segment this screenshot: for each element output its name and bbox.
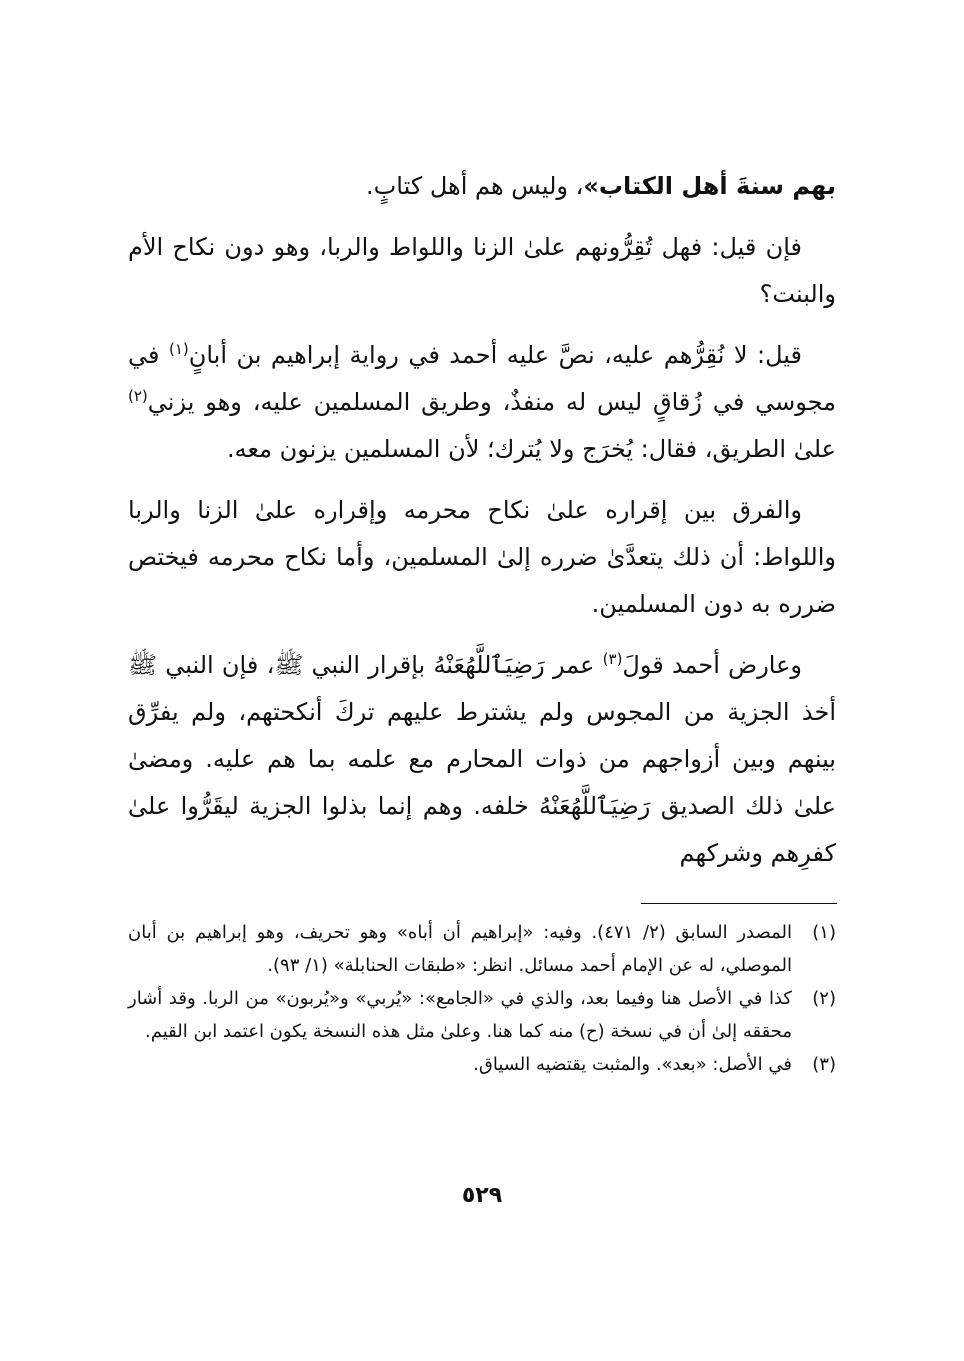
footnotes bbox=[128, 916, 836, 1081]
paragraph-5-text-b: عمر رَضِيَٱللَّهُعَنْهُ بإقرار النبي ﷺ، فإن النبي ﷺ أخذ الجزية من المجوس ولم يشترط عليهم تركَ أنكحتهم، ولم يفرِّق بينهم وبين أزواجهم من ذوات المحارم مع علمه بما هم عليه. ومضىٰ علىٰ ذلك الصديق رَضِيَٱللَّهُعَنْهُ خلفه. وهم إنما بذلوا الجزية ليقَرُّوا علىٰ كفرِهم وشركهم bbox=[128, 651, 836, 867]
footnote-ref-1[interactable]: (١) bbox=[168, 340, 189, 358]
bold-lead-text: بهم سنةَ أهل الكتاب» bbox=[583, 172, 836, 200]
footnote-text: المصدر السابق (٢/ ٤٧١). وفيه: «إبراهيم أن أباه» وهو تحريف، وهو إبراهيم بن أبان الموصلي، له عن الإمام أحمد مسائل. انظر: «طبقات الحنابلة» (١/ ٩٣). bbox=[128, 922, 792, 976]
paragraph-5 bbox=[128, 642, 836, 877]
footnote-ref-2[interactable]: (٢) bbox=[128, 387, 148, 405]
paragraph-4 bbox=[128, 487, 836, 628]
footnote-2 bbox=[128, 982, 836, 1048]
paragraph-4-text: والفرق بين إقراره علىٰ نكاح محرمه وإقراره علىٰ الزنا والربا واللواط: أن ذلك يتعدَّىٰ ضرره إلىٰ المسلمين، وأما نكاح محرمه فيختص ضرره به دون المسلمين. bbox=[128, 496, 836, 618]
footnote-text: كذا في الأصل هنا وفيما بعد، والذي في «الجامع»: «يُربي» و«يُربون» من الربا. وقد أشار محققه إلىٰ أن في نسخة (ح) منه كما هنا. وعلىٰ مثل هذه النسخة يكون اعتمد ابن القيم. bbox=[128, 988, 792, 1042]
paragraph-3 bbox=[128, 332, 836, 473]
main-text bbox=[128, 163, 836, 891]
paragraph-3-text-a: قيل: لا نُقِرُّهم عليه، نصَّ عليه أحمد في رواية إبراهيم بن أبانٍ bbox=[188, 341, 803, 369]
page-number: ٥٢٩ bbox=[461, 1183, 503, 1208]
paragraph-2-text: فإن قيل: فهل تُقِرُّونهم علىٰ الزنا واللواط والربا، وهو دون نكاح الأم والبنت؟ bbox=[128, 233, 836, 308]
footnote-number: (٢) bbox=[812, 988, 836, 1009]
paragraph-1 bbox=[128, 163, 836, 210]
footnote-1 bbox=[128, 916, 836, 982]
paragraph-1-text: ، وليس هم أهل كتابٍ. bbox=[366, 172, 584, 200]
footnote-text: في الأصل: «بعد». والمثبت يقتضيه السياق. bbox=[473, 1054, 792, 1075]
paragraph-2 bbox=[128, 224, 836, 318]
footnote-3 bbox=[128, 1048, 836, 1081]
paragraph-3-text-b: في مجوسي في زُقاقٍ ليس له منفذٌ، وطريق المسلمين عليه، وهو يزني bbox=[128, 341, 836, 416]
footnote-separator bbox=[641, 903, 837, 904]
footnote-number: (٣) bbox=[812, 1054, 836, 1075]
paragraph-3-text-c: علىٰ الطريق، فقال: يُخرَج ولا يُترك؛ لأن المسلمين يزنون معه. bbox=[227, 435, 836, 463]
footnote-ref-3[interactable]: (٣) bbox=[602, 650, 623, 668]
paragraph-5-text-a: وعارض أحمد قولَ bbox=[622, 651, 803, 679]
footnote-number: (١) bbox=[812, 922, 836, 943]
